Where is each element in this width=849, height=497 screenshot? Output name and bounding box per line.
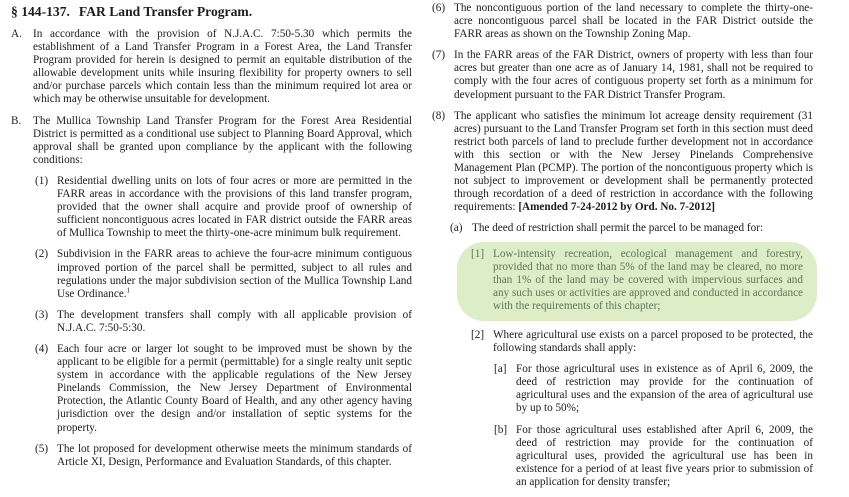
- condition-1: [35, 175, 412, 240]
- condition-3: [35, 309, 412, 335]
- item-label: B.: [11, 114, 22, 127]
- section-number: § 144-137.: [11, 4, 70, 19]
- condition-7: [432, 49, 813, 101]
- condition-5: [35, 443, 412, 469]
- condition-6: [432, 2, 813, 41]
- amendment-note: [Amended 7-24-2012 by Ord. No. 7-2012]: [518, 201, 716, 214]
- item-label: A.: [11, 28, 22, 40]
- subitem-a-deed: [450, 222, 813, 235]
- paragraph-text-main: Subdivision in the FARR areas to achieve the four-acre minimum contiguous improved portion of the parcel shall be permitted, subject to all rules and regulations under the major subdivision section of the Mullica Township Land Use Ordinance.: [57, 248, 412, 300]
- paragraph-text: For those agricultural uses in existence as of April 6, 2009, the deed of restriction may provide for the continuation of agricultural uses and the expansion of the area of agricultural use by up to 50%;: [516, 363, 813, 415]
- paragraph-A: [11, 28, 412, 107]
- paragraph-text: Each four acre or larger lot sought to be improved must be shown by the applicant to be eligible for a permit (permittable) for a single realty unit septic system in accordance with the applicable regulations of the New Jersey Pinelands Commission, the New Jersey Department of Environmental Protection, the Atlantic County Board of Health, and any other agency having jurisdiction over the design and/or installation of septic systems for the property.: [57, 342, 412, 434]
- item-label: (2): [35, 248, 49, 261]
- paragraph-text: The Mullica Township Land Transfer Program for the Forest Area Residential District is permitted as a conditional use subject to Planning Board Approval, which approval shall be granted upon compliance by the applicant with the following conditions:: [33, 114, 412, 166]
- subitem-1-highlighted: [471, 248, 803, 313]
- item-label: (a): [450, 222, 463, 235]
- item-label: (3): [35, 308, 49, 321]
- item-label: [1]: [471, 247, 485, 260]
- condition-2: [35, 248, 412, 300]
- section-title: FAR Land Transfer Program.: [78, 4, 253, 19]
- right-column: [432, 2, 813, 497]
- paragraph-text: [454, 110, 813, 215]
- paragraph-text: In accordance with the provision of N.J.A.C. 7:50-5.30 which permits the establishment of a Land Transfer Program in a Forest Area, the Land Transfer Program provided for herein is designed to permit an equitable distribution of the allowable development units while insuring flexibility for property owners to sell and/or purchase parcels which contain less than the minimum required lot area or which may be otherwise unsuitable for development.: [33, 28, 412, 106]
- paragraph-text: Residential dwelling units on lots of four acres or more are permitted in the FARR areas in accordance with the provisions of this land transfer program, provided that the owner shall acquire and provide proof of ownership of sufficient noncontiguous acres located in FAR district outside the FARR areas of Mullica Township to meet the thirty-one-acre minimum bulk requirement.: [57, 174, 412, 240]
- item-label: [b]: [494, 423, 508, 436]
- paragraph-text: [57, 248, 412, 300]
- condition-8: [432, 110, 813, 215]
- section-heading: [11, 0, 412, 20]
- item-label: (6): [432, 2, 446, 14]
- subsubitem-a: [494, 363, 813, 415]
- subitem-2: [471, 329, 813, 355]
- item-label: (7): [432, 49, 446, 62]
- item-label: [a]: [494, 363, 507, 376]
- item-label: (8): [432, 109, 446, 122]
- item-label: [2]: [471, 328, 485, 341]
- condition-4: [35, 343, 412, 435]
- subsubitem-b: [494, 424, 813, 489]
- paragraph-text: For those agricultural uses established after April 6, 2009, the deed of restriction may provide for the continuation of agricultural uses, provided the agricultural use has been in existence for a period of at least five years prior to submission of an application for density transfer;: [516, 423, 813, 488]
- footnote-reference: 1: [126, 285, 131, 294]
- paragraph-text: Low-intensity recreation, ecological management and forestry, provided that no more than 5% of the land may be cleared, no more than 1% of the land may be covered with impervious surfaces and any such uses or activities are approved and conducted in accordance with the requirements of this chapter;: [493, 247, 804, 312]
- paragraph-text: The development transfers shall comply with all applicable provision of N.J.A.C. 7:50-5:30.: [57, 308, 412, 334]
- paragraph-text: In the FARR areas of the FAR District, owners of property with less than four acres but greater than one acre as of January 14, 1981, shall not be required to comply with the four acres of contiguous property set forth as a minimum for development pursuant to the FAR District Transfer Program.: [454, 49, 813, 101]
- paragraph-text: Where agricultural use exists on a parcel proposed to be protected, the following standards shall apply:: [493, 328, 813, 355]
- paragraph-B: [11, 115, 412, 167]
- left-column: [11, 0, 412, 477]
- item-label: (1): [35, 174, 49, 187]
- paragraph-text-main: The applicant who satisfies the minimum lot acreage density requirement (31 acres) pursuant to the Land Transfer Program set forth in this section must deed restrict both parcels of land to preclude further development not in accordance with this section or with the New Jersey Pinelands Comprehensive Management Plan (PCMP). The portion of the noncontiguous property which is not subject to improvement or development shall be permanently protected through recordation of a deed of restriction in accordance with the following requirements:: [454, 109, 813, 214]
- highlighted-passage: [457, 242, 817, 321]
- paragraph-text: The noncontiguous portion of the land necessary to complete the thirty-one-acre noncontiguous parcel shall be located in the FAR District outside the FARR areas as shown on the Township Zoning Map.: [454, 2, 813, 41]
- item-label: (4): [35, 342, 49, 355]
- paragraph-text: The lot proposed for development otherwise meets the minimum standards of Article XI, Design, Performance and Evaluation Standards, of this chapter.: [57, 442, 412, 468]
- paragraph-text: The deed of restriction shall permit the parcel to be managed for:: [472, 222, 764, 235]
- item-label: (5): [35, 442, 49, 455]
